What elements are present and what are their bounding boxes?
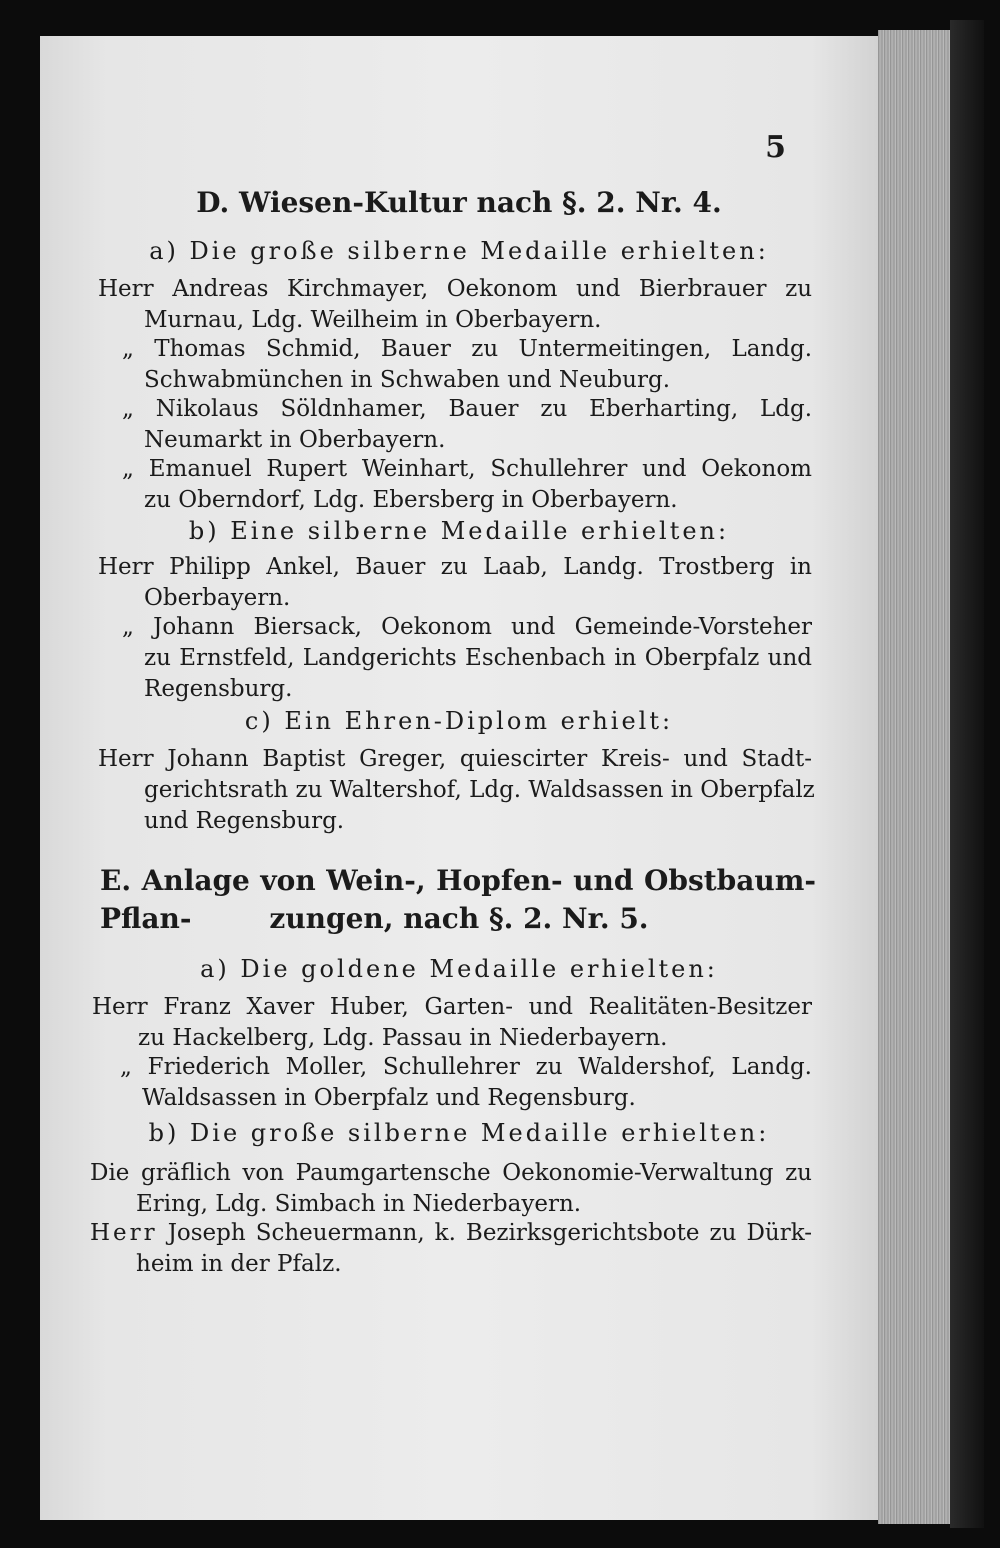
entry-prefix: Herr (92, 994, 148, 1020)
list-item (90, 1218, 812, 1280)
entry-line: Franz Xaver Huber, Garten- und Realitäten-Besitzer (163, 994, 813, 1020)
ditto-mark: „ (120, 1054, 132, 1080)
entry-line: Johann Baptist Greger, quiescirter Kreis- und Stadt- (167, 746, 812, 772)
list-item (92, 992, 812, 1054)
list-item (90, 1158, 812, 1220)
entry-line: zu Oberndorf, Ldg. Ebersberg in Oberbayern. (144, 487, 678, 513)
entry-line: gerichtsrath zu Waltershof, Ldg. Waldsassen in Oberpfalz (144, 777, 815, 803)
entry-line: Ering, Ldg. Simbach in Niederbayern. (136, 1191, 582, 1217)
entry-line: Waldsassen in Oberpfalz und Regensburg. (142, 1085, 636, 1111)
entry-prefix: Herr (98, 276, 154, 302)
entry-prefix: Herr (90, 1220, 158, 1246)
entry-line: Joseph Scheuermann, k. Bezirksgerichtsbote zu Dürk- (167, 1220, 812, 1246)
entry-line: Emanuel Rupert Weinhart, Schullehrer und Oekonom (148, 456, 812, 482)
entry-line: Nikolaus Söldnhamer, Bauer zu Eberharting, Ldg. (155, 396, 812, 422)
entry-line: zu Hackelberg, Ldg. Passau in Niederbayern. (138, 1025, 668, 1051)
section-d-heading: D. Wiesen-Kultur nach §. 2. Nr. 4. (196, 186, 722, 219)
ditto-mark: „ (122, 456, 134, 482)
section-d-sub-a: a) Die große silberne Medaille erhielten: (149, 237, 769, 265)
book-page-edges (878, 30, 950, 1524)
list-item (122, 612, 812, 705)
book-page (40, 36, 878, 1520)
ditto-mark: „ (122, 396, 134, 422)
section-e-heading-line2: zungen, nach §. 2. Nr. 5. (269, 902, 649, 935)
section-d-sub-b: b) Eine silberne Medaille erhielten: (188, 517, 730, 545)
entry-line: zu Ernstfeld, Landgerichts Eschenbach in Oberpfalz und (144, 645, 812, 671)
entry-line: gräflich von Paumgartensche Oekonomie-Verwaltung zu (141, 1160, 812, 1186)
entry-line: heim in der Pfalz. (136, 1251, 342, 1277)
entry-prefix: Die (90, 1160, 130, 1186)
list-item (98, 744, 815, 837)
section-e-sub-a: a) Die goldene Medaille erhielten: (200, 955, 718, 983)
entry-line: Friederich Moller, Schullehrer zu Waldershof, Landg. (147, 1054, 812, 1080)
list-item (98, 552, 812, 614)
entry-line: Thomas Schmid, Bauer zu Untermeitingen, Landg. (154, 336, 813, 362)
entry-line: Schwabmünchen in Schwaben und Neuburg. (144, 367, 671, 393)
page-content (40, 36, 878, 1520)
section-e-heading-line1: E. Anlage von Wein-, Hopfen- und Obstbaum-Pflan- (100, 864, 816, 935)
section-e-sub-b: b) Die große silberne Medaille erhielten: (148, 1119, 770, 1147)
entry-line: Neumarkt in Oberbayern. (144, 427, 446, 453)
ditto-mark: „ (122, 614, 134, 640)
entry-line: Andreas Kirchmayer, Oekonom und Bierbrauer zu (172, 276, 813, 302)
entry-line: Oberbayern. (144, 585, 291, 611)
list-item (122, 334, 812, 396)
ditto-mark: „ (122, 336, 134, 362)
page-number: 5 (765, 130, 786, 165)
entry-line: Johann Biersack, Oekonom und Gemeinde-Vorsteher (153, 614, 812, 640)
list-item (120, 1052, 812, 1114)
entry-line: Murnau, Ldg. Weilheim in Oberbayern. (144, 307, 602, 333)
list-item (122, 454, 812, 516)
entry-line: Philipp Ankel, Bauer zu Laab, Landg. Trostberg in (169, 554, 812, 580)
entry-line: und Regensburg. (144, 808, 345, 834)
list-item (122, 394, 812, 456)
entry-prefix: Herr (98, 554, 154, 580)
list-item (98, 274, 812, 336)
entry-prefix: Herr (98, 746, 154, 772)
book-cover-edge (950, 20, 984, 1528)
section-d-sub-c: c) Ein Ehren-Diplom erhielt: (244, 707, 674, 735)
entry-line: Regensburg. (144, 676, 293, 702)
